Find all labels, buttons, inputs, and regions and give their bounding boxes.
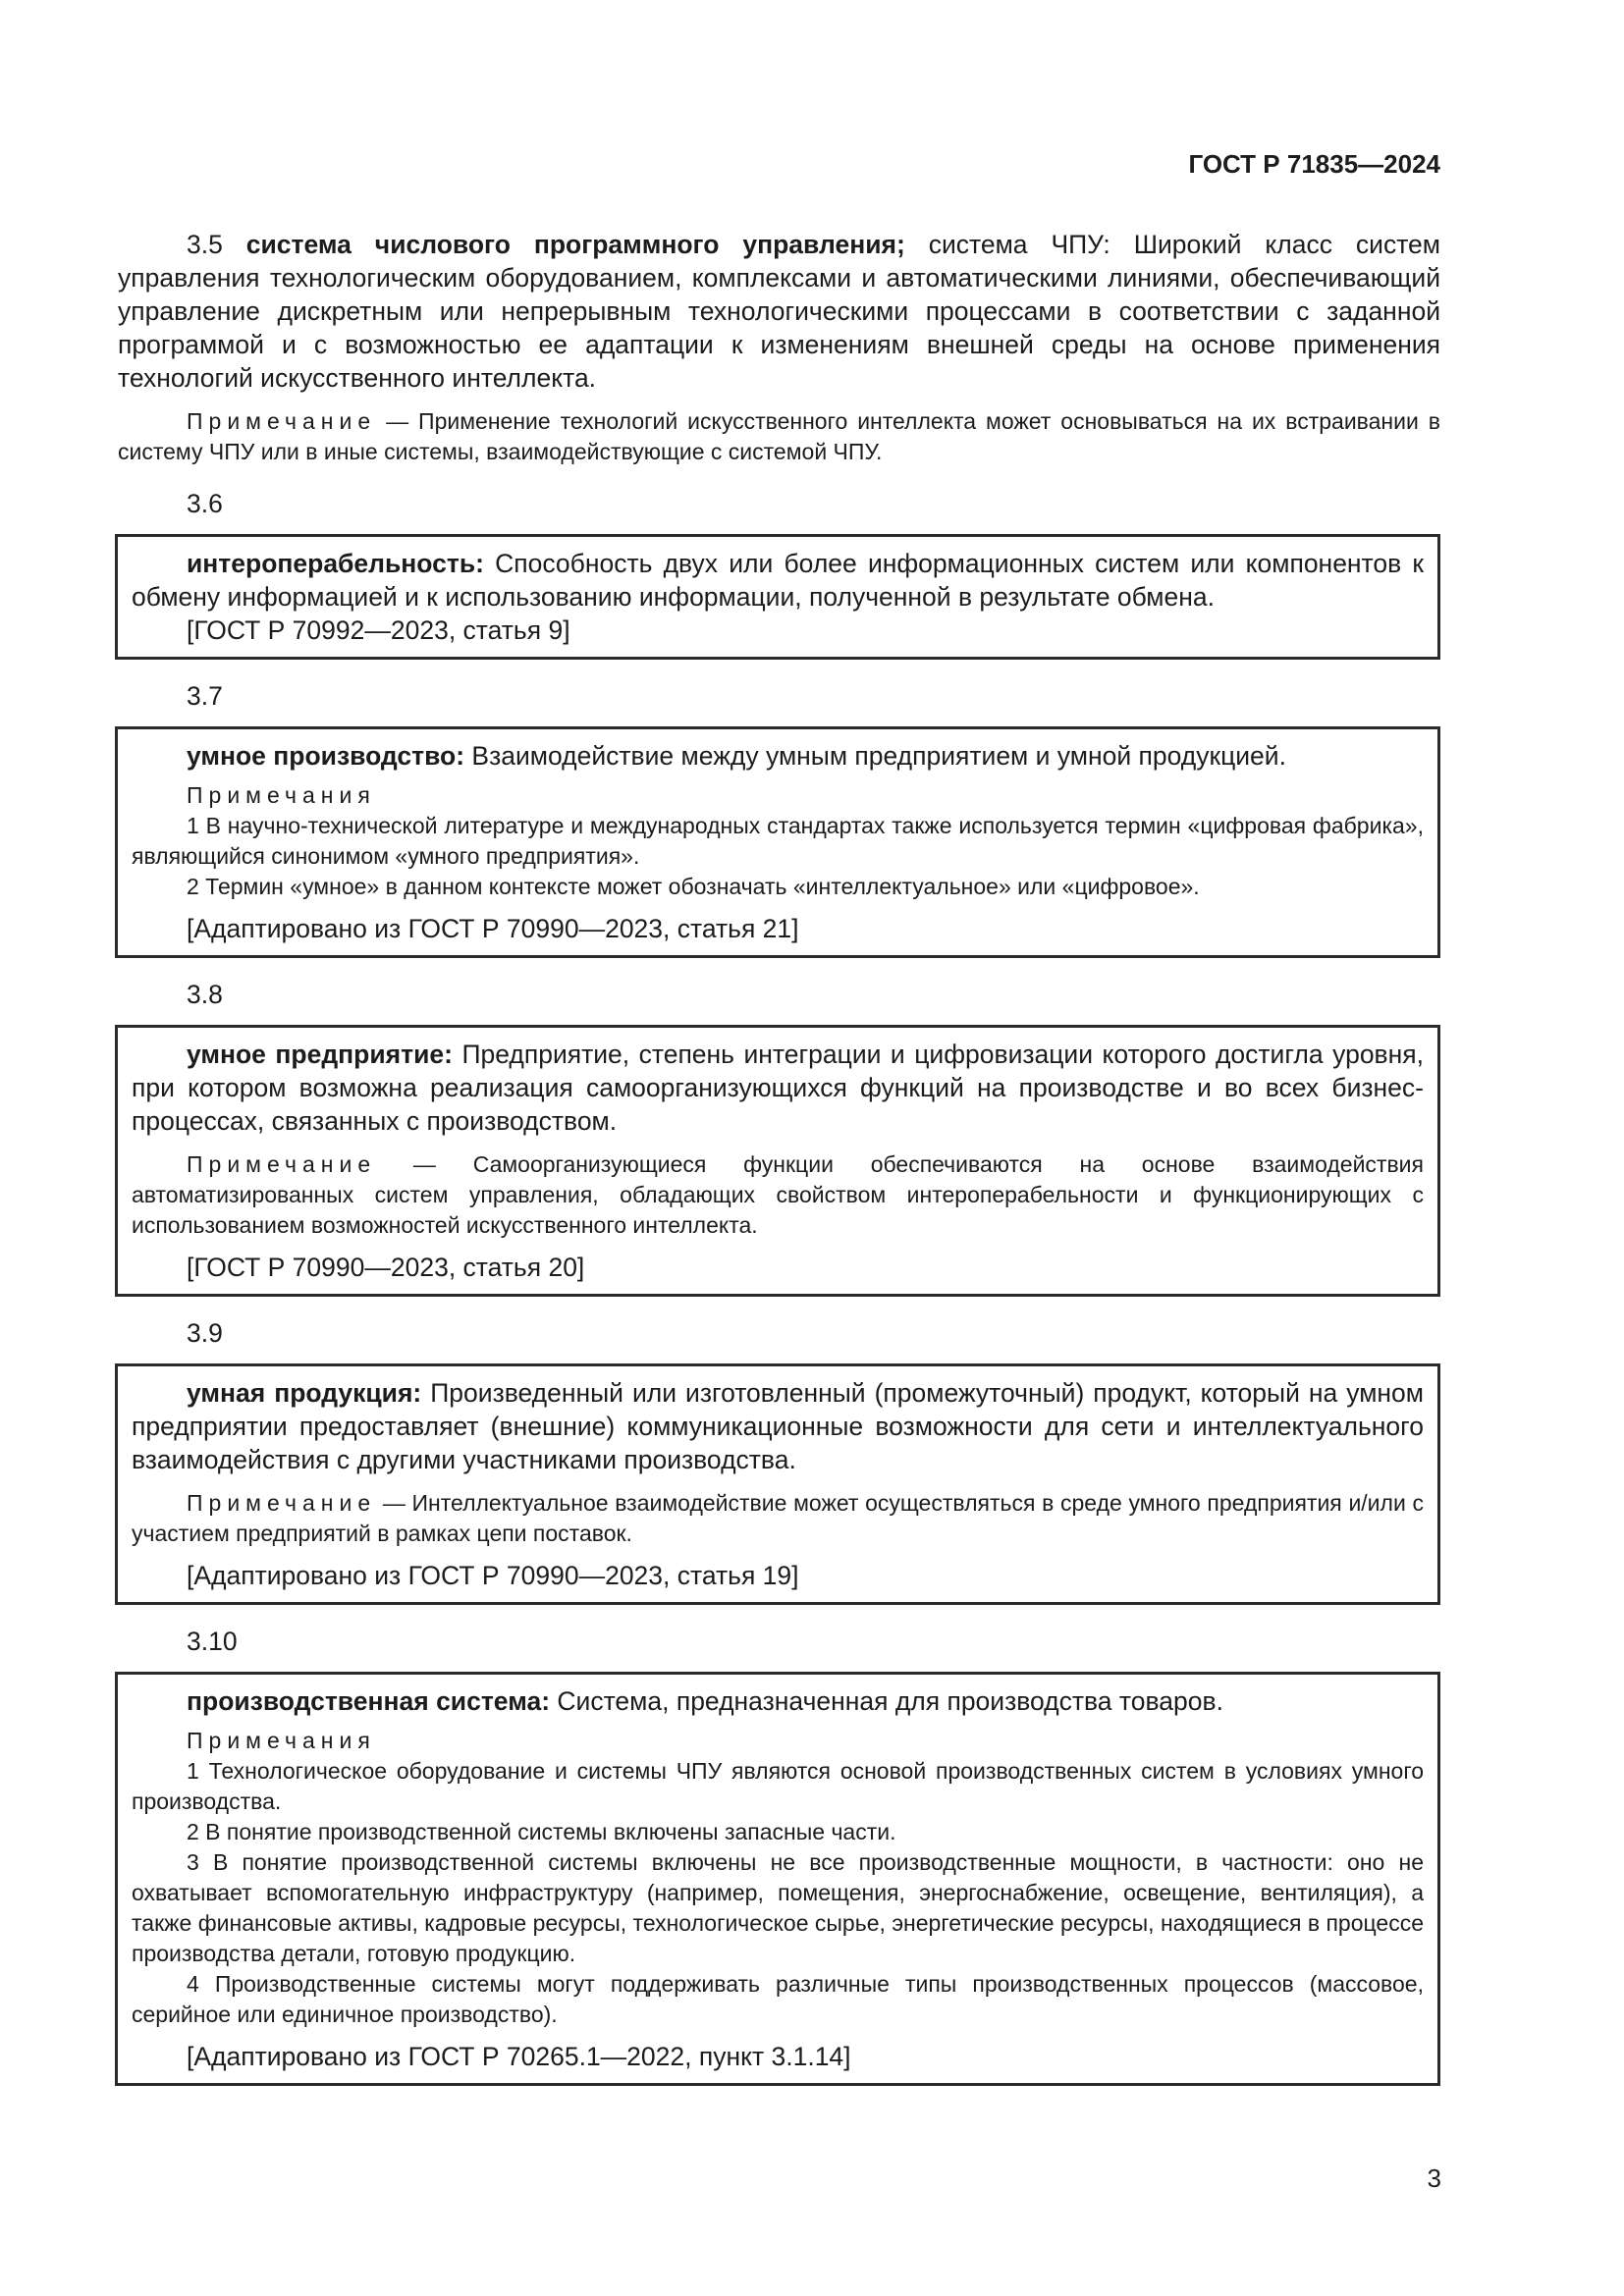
term-definition: Предприятие, степень интеграции и цифровизации которого достигла уровня, при котором возможна реализация самоорганизующихся функций на производстве и во всех бизнес-процессах, связанных с производством. — [132, 1040, 1424, 1136]
note-1: 1 Технологическое оборудование и системы ЧПУ являются основой производственных систем в условиях умного производства. — [132, 1758, 1424, 1814]
term-number: 3.5 — [187, 230, 223, 259]
term-definition: Система, предназначенная для производства товаров. — [550, 1686, 1223, 1716]
term-box-3-7 — [115, 726, 1440, 958]
term-3-5 — [118, 228, 1440, 395]
note-2: 2 В понятие производственной системы включены запасные части. — [187, 1819, 896, 1844]
note-text: — Интеллектуальное взаимодействие может осуществляться в среде умного предприятия и/или с участием предприятий в рамках цепи поставок. — [132, 1490, 1424, 1546]
term-3-9 — [118, 1376, 1424, 1476]
content — [118, 228, 1440, 2086]
notes-label: Примечания — [187, 1728, 376, 1753]
term-definition: система ЧПУ: Широкий класс систем управления технологическим оборудованием, комплексами и автоматическими линиями, обеспечивающий управление дискретным или непрерывным технологическими процессами в соответствии с заданной программой и с возможностью ее адаптации к изменениям внешней среды на основе применения технологий искусственного интеллекта. — [118, 230, 1440, 393]
note — [118, 1149, 1424, 1241]
term-number-3-10: 3.10 — [187, 1627, 238, 1656]
note — [118, 406, 1440, 467]
term-name: умная продукция: — [187, 1378, 422, 1408]
term-number-3-7: 3.7 — [187, 681, 223, 711]
note — [118, 1488, 1424, 1549]
note-text: — Самоорганизующиеся функции обеспечиваются на основе взаимодействия автоматизированных систем управления, обладающих свойством интероперабельности и функционирующих с использованием возможностей искусственного интеллекта. — [132, 1151, 1424, 1238]
term-definition: Способность двух или более информационных систем или компонентов к обмену информацией и к использованию информации, полученной в результате обмена. — [132, 549, 1424, 612]
term-source: [Адаптировано из ГОСТ Р 70990—2023, статья 21] — [187, 914, 799, 943]
term-3-6 — [118, 547, 1424, 614]
term-number-3-9: 3.9 — [187, 1318, 223, 1348]
term-name: интероперабельность: — [187, 549, 484, 578]
term-number-3-6: 3.6 — [187, 489, 223, 518]
note-1: 1 В научно-технической литературе и международных стандартах также используется термин «цифровая фабрика», являющийся синонимом «умного предприятия». — [132, 813, 1424, 869]
note-4: 4 Производственные системы могут поддерживать различные типы производственных процессов (массовое, серийное или единичное производство). — [132, 1971, 1424, 2027]
term-name: умное производство: — [187, 741, 465, 771]
document-header: ГОСТ Р 71835—2024 — [1188, 149, 1440, 179]
page-number: 3 — [1427, 2163, 1441, 2193]
term-source: [ГОСТ Р 70992—2023, статья 9] — [187, 615, 570, 645]
note-label: Примечание — [187, 408, 377, 434]
term-source: [Адаптировано из ГОСТ Р 70990—2023, статья 19] — [187, 1561, 799, 1590]
term-definition: Взаимодействие между умным предприятием и умной продукцией. — [464, 741, 1286, 771]
note-3: 3 В понятие производственной системы включены не все производственные мощности, в частности: оно не охватывает вспомогательную инфраструктуру (например, помещения, энергоснабжение, освещение, вентиляция), а также финансовые активы, кадровые ресурсы, технологическое сырье, энергетические ресурсы, находящиеся в процессе производства детали, готовую продукцию. — [132, 1849, 1424, 1966]
notes-label: Примечания — [187, 782, 376, 808]
note-label: Примечание — [187, 1490, 377, 1516]
term-3-10 — [118, 1684, 1424, 1718]
term-definition: Произведенный или изготовленный (промежуточный) продукт, который на умном предприятии предоставляет (внешние) коммуникационные возможности для сети и интеллектуального взаимодействия с другими участниками производства. — [132, 1378, 1425, 1474]
term-box-3-10 — [115, 1672, 1440, 2086]
note-text: — Применение технологий искусственного интеллекта может основываться на их встраивании в систему ЧПУ или в иные системы, взаимодействующие с системой ЧПУ. — [118, 408, 1440, 464]
term-source: [ГОСТ Р 70990—2023, статья 20] — [187, 1253, 585, 1282]
term-name: система числового программного управления; — [245, 230, 905, 259]
term-box-3-6 — [115, 534, 1440, 660]
term-name: производственная система: — [187, 1686, 551, 1716]
note-2: 2 Термин «умное» в данном контексте может обозначать «интеллектуальное» или «цифровое». — [187, 874, 1200, 899]
term-3-7 — [118, 739, 1424, 773]
term-3-8 — [118, 1038, 1424, 1138]
term-source: [Адаптировано из ГОСТ Р 70265.1—2022, пункт 3.1.14] — [187, 2042, 851, 2071]
term-box-3-8 — [115, 1025, 1440, 1297]
term-box-3-9 — [115, 1363, 1440, 1605]
note-label: Примечание — [187, 1151, 377, 1177]
term-name: умное предприятие: — [187, 1040, 453, 1069]
term-number-3-8: 3.8 — [187, 980, 223, 1009]
